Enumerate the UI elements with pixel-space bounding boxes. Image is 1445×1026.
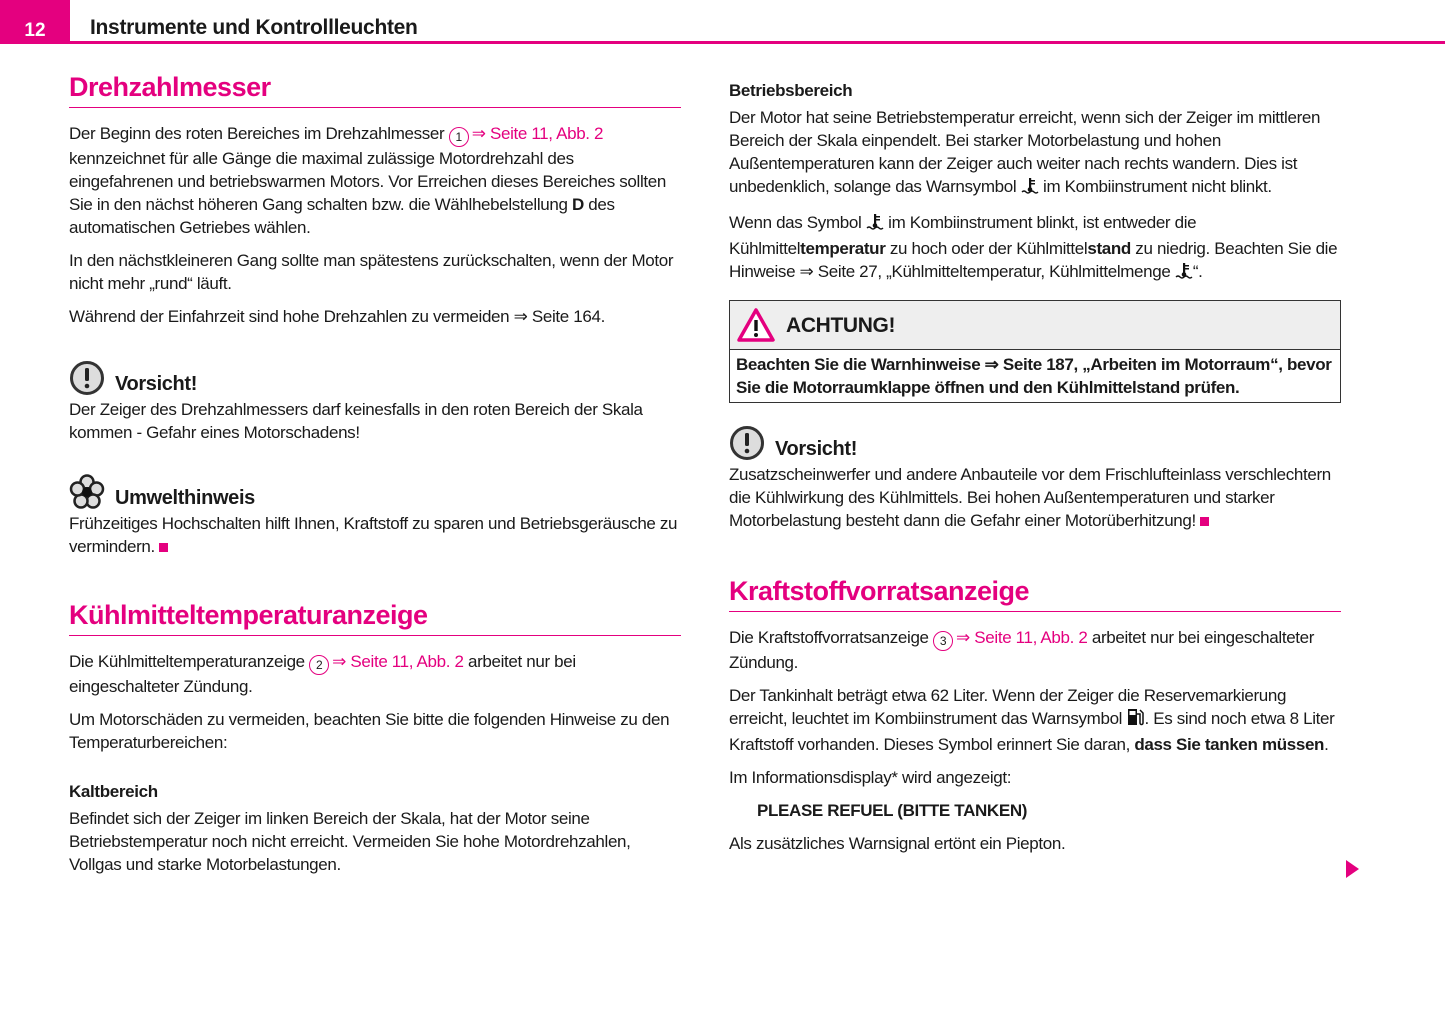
flower-icon xyxy=(69,474,105,510)
left-column xyxy=(69,70,681,886)
text-run: In den nächstkleineren Gang sollte man spätestens zurückschalten, wenn der Motor nicht mehr „rund“ läuft. xyxy=(69,251,674,293)
fuel-warning-icon xyxy=(1126,707,1144,733)
text-run: Die Kühlmitteltemperaturanzeige xyxy=(69,652,310,671)
paragraph xyxy=(729,626,1341,674)
text-run: “. xyxy=(1192,262,1203,281)
caution-title: Vorsicht! xyxy=(115,373,198,395)
text-run: Um Motorschäden zu vermeiden, beachten Sie bitte die folgenden Hinweise zu den Temperaturbereichen: xyxy=(69,710,670,752)
display-message: PLEASE REFUEL (BITTE TANKEN) xyxy=(757,801,1028,820)
callout-number: 3 xyxy=(933,631,953,651)
page-reference-link[interactable]: ⇒ Seite 11, Abb. 2 xyxy=(471,124,604,143)
kuehlmittel-body xyxy=(69,650,681,754)
environment-text xyxy=(69,512,681,558)
caution-title-right: Vorsicht! xyxy=(775,438,858,460)
text-run: Die Kraftstoffvorratsanzeige xyxy=(729,628,934,647)
paragraph xyxy=(69,708,681,754)
coolant-warning-icon xyxy=(1175,262,1193,286)
drehzahlmesser-body xyxy=(69,122,681,328)
section-title-kraftstoff: Kraftstoffvorratsanzeige xyxy=(729,574,1341,612)
warning-triangle-icon xyxy=(736,307,776,343)
warning-text: Beachten Sie die Warnhinweise ⇒ Seite 187, „Arbeiten im Motorraum“, bevor Sie die Motorraumklappe öffnen und den Kühlmittelstand prüfen. xyxy=(736,355,1332,397)
next-page-arrow-icon xyxy=(1346,860,1359,878)
paragraph xyxy=(69,650,681,698)
callout-number: 1 xyxy=(449,127,469,147)
kraftstoff-body xyxy=(729,626,1341,789)
text-run: des automatischen Getriebes wählen. xyxy=(69,195,615,237)
text-run: . Es sind noch etwa 8 Liter Kraftstoff vorhanden. Dieses Symbol erinnert Sie daran, xyxy=(729,709,1335,754)
paragraph xyxy=(729,106,1341,201)
coolant-warning-icon xyxy=(866,213,884,237)
caution-text-right-body: Zusatzscheinwerfer und andere Anbauteile vor dem Frischlufteinlass verschlechtern die Kühlwirkung des Kühlmittels. Bei hohen Außentemperaturen und starker Motorbelastung besteht dann die Gefahr einer Motorüberhitzung! xyxy=(729,465,1331,530)
text-run: zu niedrig. Beachten Sie die Hinweise ⇒ Seite 27, „Kühlmitteltemperatur, Kühlmittelmenge xyxy=(729,239,1338,281)
right-column xyxy=(729,79,1341,865)
caution-icon xyxy=(729,425,765,461)
text-run: Während der Einfahrzeit sind hohe Drehzahlen zu vermeiden ⇒ Seite 164. xyxy=(69,307,605,326)
text-run: Der Motor hat seine Betriebstemperatur erreicht, wenn sich der Zeiger im mittleren Bereich der Skala einpendelt. Bei starker Motorbelastung und hohen Außentemperaturen kann der Zeiger auch weiter nach rechts wandern. Dies ist unbedenklich, solange das Warnsymbol xyxy=(729,108,1321,196)
page-number: 12 xyxy=(0,0,70,44)
warning-heading xyxy=(730,301,1340,350)
text-run: Der Tankinhalt beträgt etwa 62 Liter. Wenn der Zeiger die Reservemarkierung erreicht, leuchtet im Kombiinstrument das Warnsymbol xyxy=(729,686,1287,728)
paragraph xyxy=(69,122,681,239)
paragraph xyxy=(69,249,681,295)
warning-title: ACHTUNG! xyxy=(786,313,896,337)
text-run: im Kombiinstrument blinkt, ist entweder die Kühlmittel xyxy=(729,213,1197,258)
header-divider xyxy=(0,41,1445,44)
callout-number: 2 xyxy=(309,655,329,675)
chapter-title: Instrumente und Kontrollleuchten xyxy=(90,16,418,39)
coolant-warning-icon xyxy=(1021,177,1039,201)
caution-text: Der Zeiger des Drehzahlmessers darf keinesfalls in den roten Bereich der Skala kommen - Gefahr eines Motorschadens! xyxy=(69,400,643,442)
kraftstoff-last-text: Als zusätzliches Warnsignal ertönt ein Piepton. xyxy=(729,834,1066,853)
kaltbereich-text: Befindet sich der Zeiger im linken Bereich der Skala, hat der Motor seine Betriebstemperatur noch nicht erreicht. Vermeiden Sie hohe Motordrehzahlen, Vollgas und starke Motorbelastungen. xyxy=(69,809,631,874)
text-run: zu hoch oder der Kühlmittel xyxy=(885,239,1088,258)
caution-heading xyxy=(69,360,681,396)
environment-text-body: Frühzeitiges Hochschalten hilft Ihnen, Kraftstoff zu sparen und Betriebsgeräusche zu vermindern. xyxy=(69,514,678,556)
text-run: Im Informationsdisplay* wird angezeigt: xyxy=(729,768,1012,787)
paragraph xyxy=(729,211,1341,286)
section-title-drehzahlmesser: Drehzahlmesser xyxy=(69,70,681,108)
text-run: kennzeichnet für alle Gänge die maximal zulässige Motordrehzahl des eingefahrenen und betriebswarmen Motors. Vor Erreichen dieses Bereiches sollten Sie in den nächst höheren Gang schalten bzw. die Wählhebelstellung xyxy=(69,149,666,214)
caution-heading-right xyxy=(729,425,1341,461)
subheading-kaltbereich: Kaltbereich xyxy=(69,782,158,801)
betriebsbereich-body xyxy=(729,106,1341,286)
text-run: dass Sie tanken müssen xyxy=(1134,735,1325,754)
page-reference-link[interactable]: ⇒ Seite 11, Abb. 2 xyxy=(332,652,464,671)
page-reference-link[interactable]: ⇒ Seite 11, Abb. 2 xyxy=(956,628,1088,647)
environment-title: Umwelthinweis xyxy=(115,487,255,509)
text-run: arbeitet nur bei eingeschalteter Zündung. xyxy=(69,652,576,696)
text-run: Wenn das Symbol xyxy=(729,213,866,232)
text-run: im Kombiinstrument nicht blinkt. xyxy=(1038,177,1272,196)
caution-text-right xyxy=(729,463,1341,532)
caution-icon xyxy=(69,360,105,396)
environment-heading xyxy=(69,474,681,510)
text-run: temperatur xyxy=(800,239,886,258)
paragraph xyxy=(729,766,1341,789)
text-run: arbeitet nur bei eingeschalteter Zündung. xyxy=(729,628,1315,672)
end-mark xyxy=(159,543,168,552)
text-run: . xyxy=(1324,735,1329,754)
paragraph xyxy=(69,305,681,328)
warning-box xyxy=(729,300,1341,403)
end-mark xyxy=(1200,517,1209,526)
text-run: D xyxy=(571,195,584,214)
subheading-betriebsbereich: Betriebsbereich xyxy=(729,81,853,100)
text-run: stand xyxy=(1087,239,1131,258)
text-run: Der Beginn des roten Bereiches im Drehzahlmesser xyxy=(69,124,449,143)
paragraph xyxy=(729,684,1341,756)
section-title-kuehlmittel: Kühlmitteltemperaturanzeige xyxy=(69,598,681,636)
